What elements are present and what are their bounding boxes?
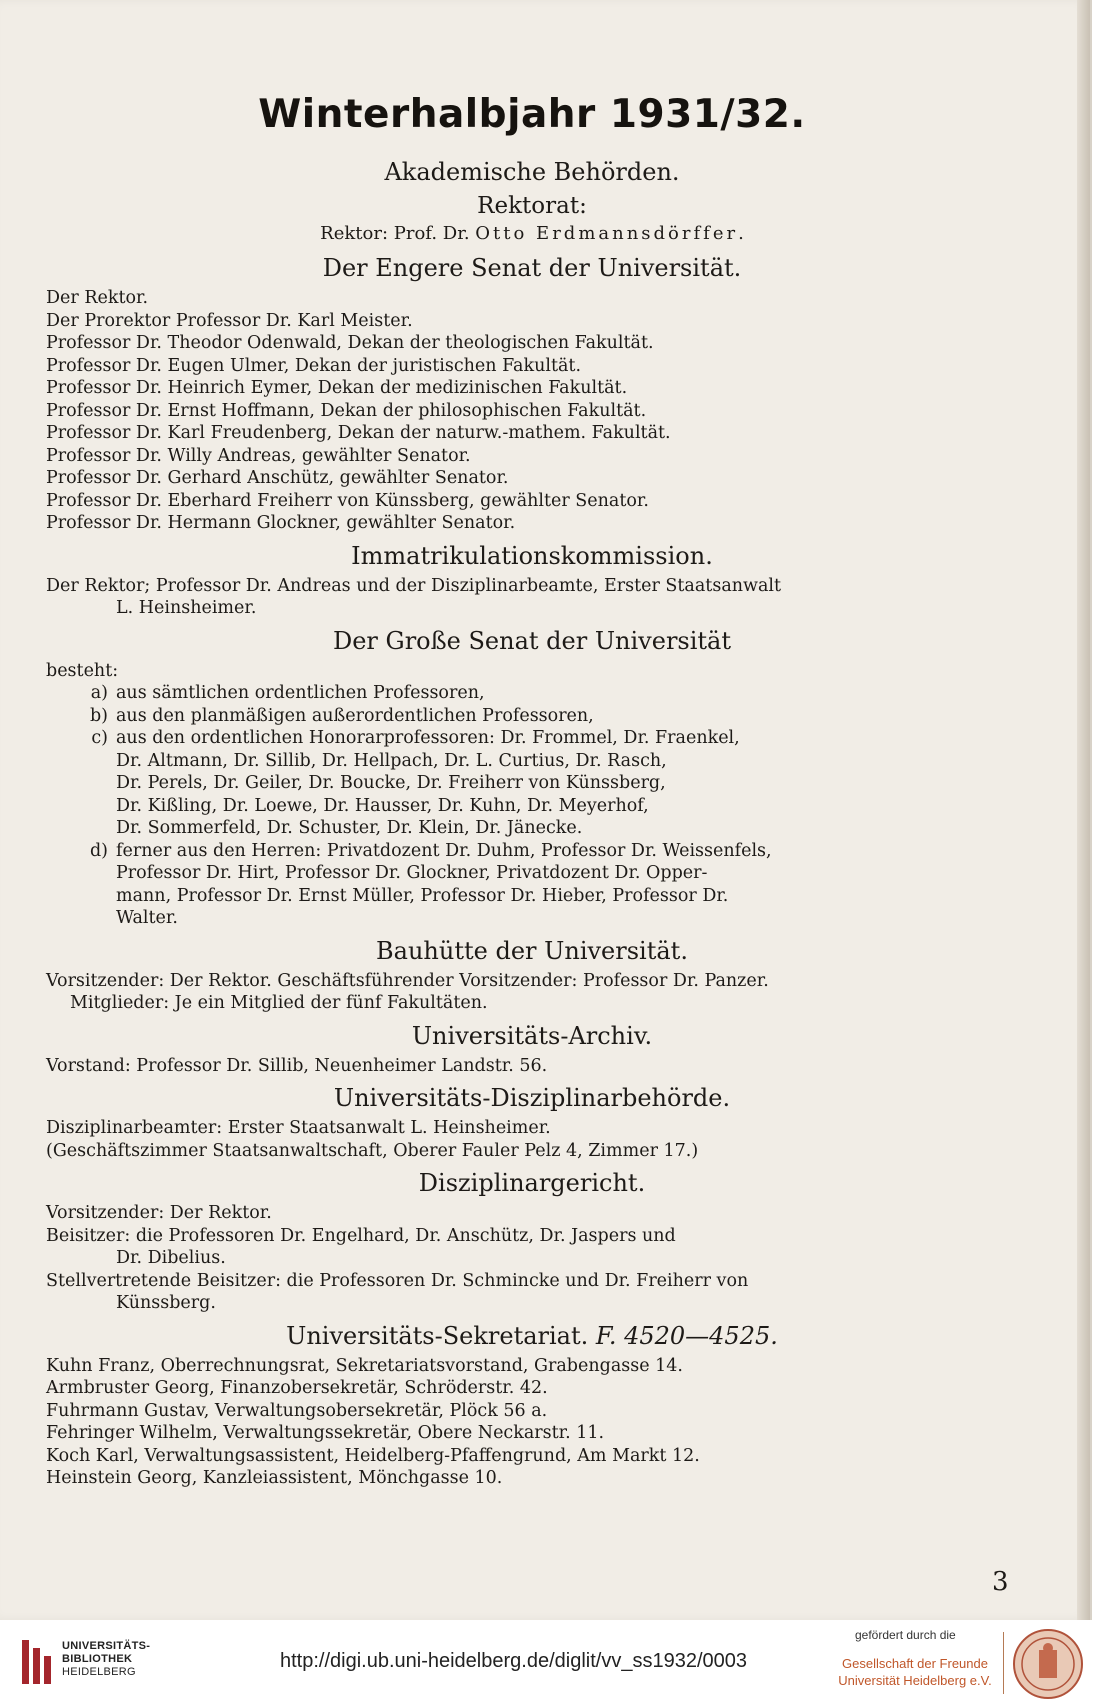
- disziplinarbehoerde-line: (Geschäftszimmer Staatsanwaltschaft, Oberer Fauler Pelz 4, Zimmer 17.): [46, 1140, 699, 1161]
- heading-engere-senat: Der Engere Senat der Universität.: [322, 254, 742, 282]
- sekretariat-line: Koch Karl, Verwaltungsassistent, Heidelberg-Pfaffengrund, Am Markt 12.: [46, 1445, 700, 1466]
- grosse-senat-item-b: [46, 705, 1018, 728]
- disziplinargericht-line: Künssberg.: [116, 1293, 216, 1313]
- heading-bauhuette: Bauhütte der Universität.: [376, 936, 688, 965]
- bauhuette-line: Vorsitzender: Der Rektor. Geschäftsführender Vorsitzender: Professor Dr. Panzer.: [46, 970, 769, 991]
- list-item: Professor Dr. Heinrich Eymer, Dekan der medizinischen Fakultät.: [46, 378, 628, 398]
- heading-disziplinargericht: Disziplinargericht.: [418, 1169, 646, 1197]
- sekretariat-title: Universitäts-Sekretariat.: [286, 1321, 589, 1350]
- immatrikulation-line: Der Rektor; Professor Dr. Andreas und der Disziplinarbeamte, Erster Staatsanwalt: [46, 575, 782, 596]
- item-mark: d): [89, 840, 108, 861]
- item-continuation: Walter.: [116, 908, 178, 928]
- list-item: Professor Dr. Eugen Ulmer, Dekan der juristischen Fakultät.: [46, 355, 582, 376]
- item-text: aus den planmäßigen außerordentlichen Professoren,: [116, 705, 594, 726]
- item-continuation: mann, Professor Dr. Ernst Müller, Professor Dr. Hieber, Professor Dr.: [116, 885, 729, 906]
- sekretariat-phone: F. 4520—4525.: [595, 1321, 778, 1350]
- list-item: Professor Dr. Willy Andreas, gewählter Senator.: [46, 445, 471, 466]
- footer-bar: [0, 1620, 1103, 1703]
- heading-disziplinarbehoerde: Universitäts-Disziplinarbehörde.: [333, 1084, 731, 1112]
- sekretariat-line: Fuhrmann Gustav, Verwaltungsobersekretär, Plöck 56 a.: [46, 1400, 548, 1421]
- item-text: aus sämtlichen ordentlichen Professoren,: [116, 683, 485, 703]
- grosse-senat-intro: besteht:: [46, 660, 119, 681]
- grosse-senat-item-d: [46, 840, 1018, 863]
- grosse-senat-item-a: [46, 682, 1018, 705]
- page-content: [46, 92, 1018, 1490]
- item-continuation: Dr. Perels, Dr. Geiler, Dr. Boucke, Dr. Freiherr von Künssberg,: [116, 773, 666, 793]
- society-name: [830, 1655, 1000, 1689]
- rektor-line: [46, 221, 1018, 247]
- grosse-senat-item-c: [46, 727, 1018, 750]
- library-name: [62, 1640, 150, 1679]
- disziplinargericht-line: Stellvertretende Beisitzer: die Professoren Dr. Schmincke und Dr. Freiherr von: [46, 1270, 749, 1291]
- immatrikulation-line: L. Heinsheimer.: [116, 598, 257, 618]
- heading-archiv: Universitäts-Archiv.: [411, 1021, 653, 1050]
- item-continuation: Dr. Altmann, Dr. Sillib, Dr. Hellpach, Dr. L. Curtius, Dr. Rasch,: [116, 750, 667, 771]
- list-item: Der Rektor.: [46, 288, 149, 308]
- heading-grosse-senat: Der Große Senat der Universität: [332, 626, 732, 655]
- list-item: Professor Dr. Karl Freudenberg, Dekan der naturw.-mathem. Fakultät.: [46, 423, 671, 443]
- item-mark: a): [90, 683, 108, 703]
- archiv-line: Vorstand: Professor Dr. Sillib, Neuenheimer Landstr. 56.: [46, 1055, 548, 1076]
- item-continuation: Dr. Sommerfeld, Dr. Schuster, Dr. Klein, Dr. Jänecke.: [116, 818, 583, 838]
- sekretariat-line: Armbruster Georg, Finanzobersekretär, Schröderstr. 42.: [46, 1378, 548, 1398]
- engere-senat-list: [46, 287, 1018, 535]
- library-logo-icon: [20, 1636, 56, 1688]
- disziplinargericht-line: Dr. Dibelius.: [116, 1248, 226, 1268]
- university-seal-icon: [1012, 1628, 1084, 1700]
- sekretariat-line: Heinstein Georg, Kanzleiassistent, Mönchgasse 10.: [46, 1468, 503, 1488]
- rektor-suffix: .: [738, 223, 744, 244]
- heading-immatrikulation: Immatrikulationskommission.: [351, 541, 713, 570]
- item-text: aus den ordentlichen Honorarprofessoren: Dr. Frommel, Dr. Fraenkel,: [116, 728, 740, 748]
- heading-akademische-behoerden: Akademische Behörden.: [384, 158, 680, 186]
- list-item: Professor Dr. Theodor Odenwald, Dekan der theologischen Fakultät.: [46, 333, 654, 353]
- library-name-line: HEIDELBERG: [62, 1666, 136, 1678]
- funded-by-label: gefördert durch die: [855, 1628, 956, 1642]
- society-name-line: Universität Heidelberg e.V.: [838, 1673, 992, 1688]
- page-edge: [1077, 0, 1090, 1620]
- item-text: ferner aus den Herren: Privatdozent Dr. Duhm, Professor Dr. Weissenfels,: [116, 840, 772, 861]
- list-item: Professor Dr. Ernst Hoffmann, Dekan der philosophischen Fakultät.: [46, 400, 647, 421]
- library-name-line: BIBLIOTHEK: [62, 1653, 133, 1665]
- page-number: 3: [992, 1567, 1009, 1597]
- bauhuette-line: Mitglieder: Je ein Mitglied der fünf Fakultäten.: [70, 993, 488, 1013]
- library-name-line: UNIVERSITÄTS-: [62, 1640, 151, 1652]
- item-mark: b): [89, 705, 108, 726]
- heading-sekretariat: [46, 1319, 1018, 1353]
- list-item: Professor Dr. Eberhard Freiherr von Künssberg, gewählter Senator.: [46, 490, 649, 511]
- list-item: Der Prorektor Professor Dr. Karl Meister.: [46, 310, 413, 331]
- sekretariat-line: Fehringer Wilhelm, Verwaltungssekretär, Obere Neckarstr. 11.: [46, 1423, 605, 1443]
- item-continuation: Professor Dr. Hirt, Professor Dr. Glockner, Privatdozent Dr. Opper-: [116, 863, 708, 883]
- item-continuation: Dr. Kißling, Dr. Loewe, Dr. Hausser, Dr. Kuhn, Dr. Meyerhof,: [116, 795, 649, 816]
- list-item: Professor Dr. Gerhard Anschütz, gewählter Senator.: [46, 468, 509, 488]
- disziplinarbehoerde-line: Disziplinarbeamter: Erster Staatsanwalt L. Heinsheimer.: [46, 1118, 551, 1138]
- rektor-prefix: Rektor: Prof. Dr.: [320, 223, 476, 244]
- disziplinargericht-line: Beisitzer: die Professoren Dr. Engelhard, Dr. Anschütz, Dr. Jaspers und: [46, 1225, 676, 1246]
- permalink-url[interactable]: http://digi.ub.uni-heidelberg.de/diglit/vv_ss1932/0003: [280, 1650, 747, 1672]
- disziplinargericht-line: Vorsitzender: Der Rektor.: [46, 1203, 272, 1223]
- page-title: Winterhalbjahr 1931/32.: [258, 92, 806, 137]
- list-item: Professor Dr. Hermann Glockner, gewählter Senator.: [46, 513, 516, 533]
- item-mark: c): [91, 728, 108, 748]
- footer-divider: [1003, 1632, 1004, 1694]
- sekretariat-line: Kuhn Franz, Oberrechnungsrat, Sekretariatsvorstand, Grabengasse 14.: [46, 1355, 683, 1376]
- society-name-line: Gesellschaft der Freunde: [842, 1656, 988, 1671]
- heading-rektorat: Rektorat:: [477, 193, 587, 219]
- rektor-name: Otto Erdmannsdörffer: [475, 223, 739, 244]
